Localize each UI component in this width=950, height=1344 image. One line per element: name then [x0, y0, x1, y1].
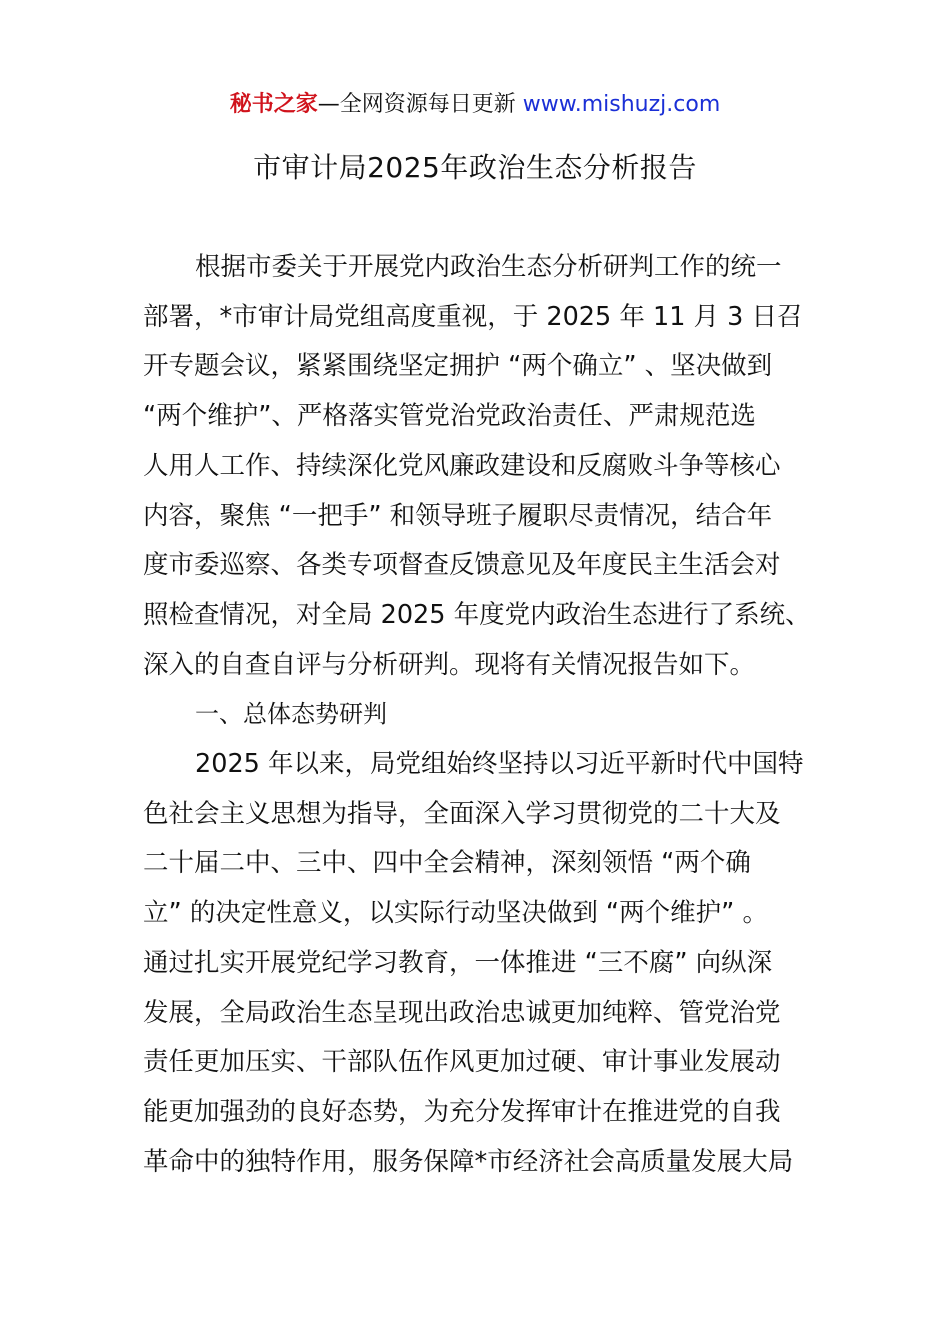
text-line: 责任更加压实、干部队伍作风更加过硬、审计事业发展动 — [143, 1047, 781, 1078]
header-tagline: —全网资源每日更新 — [317, 92, 516, 117]
text-line: 通过扎实开展党纪学习教育，一体推进 “三不腐” 向纵深 — [143, 947, 773, 978]
text-line: 立” 的决定性意义，以实际行动坚决做到 “两个维护” 。 — [143, 898, 768, 929]
text-line: 革命中的独特作用，服务保障*市经济社会高质量发展大局 — [143, 1146, 794, 1177]
text-line: “两个维护”、严格落实管党治党政治责任、严肃规范选 — [143, 401, 756, 432]
site-url-link[interactable]: www.mishuzj.com — [522, 92, 721, 117]
text-line: 照检查情况，对全局 2025 年度党内政治生态进行了系统、 — [143, 599, 811, 630]
text-line: 深入的自查自评与分析研判。现将有关情况报告如下。 — [143, 649, 756, 680]
text-line: 色社会主义思想为指导，全面深入学习贯彻党的二十大及 — [143, 798, 781, 829]
section-paragraph — [143, 740, 807, 1187]
intro-paragraph — [143, 243, 811, 690]
document-body — [143, 243, 811, 1187]
text-line: 度市委巡察、各类专项督查反馈意见及年度民主生活会对 — [143, 550, 781, 581]
text-line: 能更加强劲的良好态势，为充分发挥审计在推进党的自我 — [143, 1096, 781, 1127]
document-title: 市审计局2025年政治生态分析报告 — [253, 151, 697, 184]
brand-name: 秘书之家 — [229, 92, 318, 117]
section-heading: 一、总体态势研判 — [195, 700, 387, 729]
text-line: 部署，*市审计局党组高度重视，于 2025 年 11 月 3 日召 — [143, 301, 803, 332]
text-line: 人用人工作、持续深化党风廉政建设和反腐败斗争等核心 — [143, 450, 781, 481]
text-line: 开专题会议，紧紧围绕坚定拥护 “两个确立” 、坚决做到 — [143, 351, 773, 382]
text-line: 发展，全局政治生态呈现出政治忠诚更加纯粹、管党治党 — [143, 997, 781, 1028]
text-line: 内容，聚焦 “一把手” 和领导班子履职尽责情况，结合年 — [143, 500, 773, 531]
site-header — [0, 88, 950, 122]
text-line: 二十届二中、三中、四中全会精神，深刻领悟 “两个确 — [143, 848, 751, 879]
text-line: 2025 年以来，局党组始终坚持以习近平新时代中国特 — [195, 749, 804, 780]
text-line: 根据市委关于开展党内政治生态分析研判工作的统一 — [195, 252, 782, 282]
